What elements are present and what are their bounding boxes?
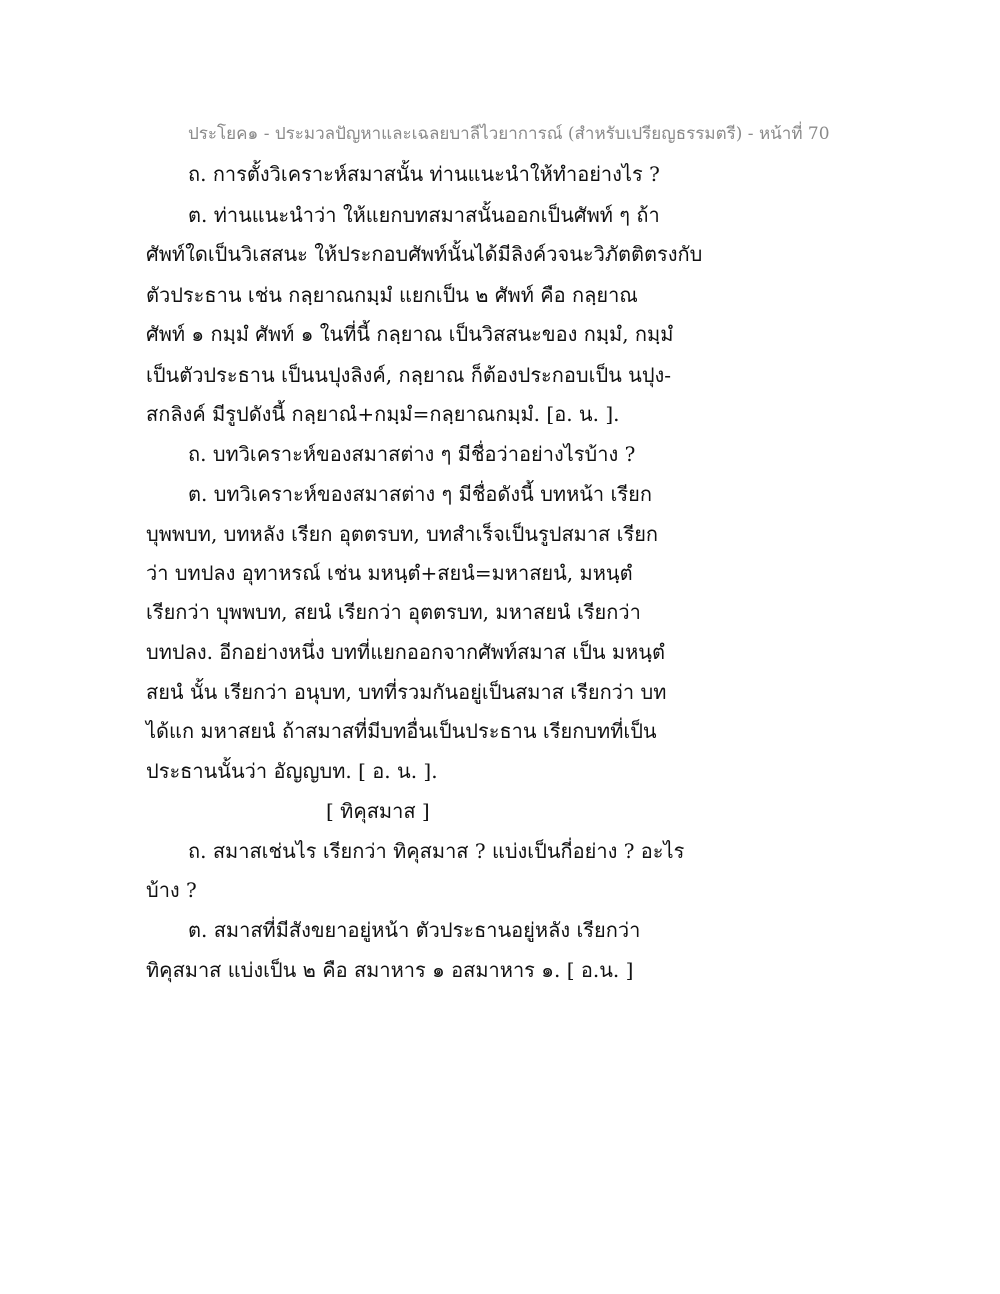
text-line: เรียกว่า บุพพบท, สยนํ เรียกว่า อุตตรบท, มหาสยนํ เรียกว่า — [146, 600, 641, 624]
text-line: ศัพท์ใดเป็นวิเสสนะ ให้ประกอบศัพท์นั้นได้มีลิงค์วจนะวิภัตติตรงกับ — [146, 242, 703, 266]
text-line: ทิคุสมาส แบ่งเป็น ๒ คือ สมาหาร ๑ อสมาหาร ๑. [ อ.น. ] — [146, 958, 634, 982]
answer-line: ต. บทวิเคราะห์ของสมาสต่าง ๆ มีชื่อดังนี้ บทหน้า เรียก — [188, 482, 652, 506]
text-line: ตัวประธาน เช่น กลฺยาณกมฺมํ แยกเป็น ๒ ศัพท์ คือ กลฺยาณ — [146, 283, 638, 307]
text-line: ได้แก มหาสยนํ ถ้าสมาสที่มีบทอื่นเป็นประธาน เรียกบทที่เป็น — [146, 719, 657, 743]
question-line: ถ. สมาสเช่นไร เรียกว่า ทิคุสมาส ? แบ่งเป็นกี่อย่าง ? อะไร — [188, 839, 685, 863]
text-line: สยนํ นั้น เรียกว่า อนุบท, บทที่รวมกันอยู่เป็นสมาส เรียกว่า บท — [146, 680, 667, 704]
question-line: ถ. การตั้งวิเคราะห์สมาสนั้น ท่านแนะนำให้ทำอย่างไร ? — [188, 162, 660, 186]
question-line: ถ. บทวิเคราะห์ของสมาสต่าง ๆ มีชื่อว่าอย่างไรบ้าง ? — [188, 442, 636, 466]
answer-line: ต. สมาสที่มีสังขยาอยู่หน้า ตัวประธานอยู่หลัง เรียกว่า — [188, 918, 641, 942]
text-line: บ้าง ? — [146, 878, 197, 902]
answer-line: ต. ท่านแนะนำว่า ให้แยกบทสมาสนั้นออกเป็นศัพท์ ๆ ถ้า — [188, 203, 660, 227]
text-line: ว่า บทปลง อุทาหรณ์ เช่น มหนฺตํ+สยนํ=มหาสยนํ, มหนฺตํ — [146, 561, 633, 585]
text-line: สกลิงค์ มีรูปดังนี้ กลฺยาณํ+กมฺมํ=กลฺยาณกมฺมํ. [อ. น. ]. — [146, 402, 620, 426]
text-line: ประธานนั้นว่า อัญญบท. [ อ. น. ]. — [146, 759, 438, 783]
running-header: ประโยค๑ - ประมวลปัญหาและเฉลยบาลีไวยาการณ์ (สำหรับเปรียญธรรมตรี) - หน้าที่ 70 — [188, 124, 830, 144]
text-line: บุพพบท, บทหลัง เรียก อุตตรบท, บทสำเร็จเป็นรูปสมาส เรียก — [146, 522, 659, 546]
text-line: ศัพท์ ๑ กมฺมํ ศัพท์ ๑ ในที่นี้ กลฺยาณ เป็นวิสสนะของ กมฺมํ, กมฺมํ — [146, 322, 674, 346]
text-line: เป็นตัวประธาน เป็นนปุงลิงค์, กลฺยาณ ก็ต้องประกอบเป็น นปุง- — [146, 363, 672, 387]
section-heading: [ ทิคุสมาส ] — [326, 799, 430, 823]
text-line: บทปลง. อีกอย่างหนึ่ง บทที่แยกออกจากศัพท์สมาส เป็น มหนฺตํ — [146, 640, 665, 664]
